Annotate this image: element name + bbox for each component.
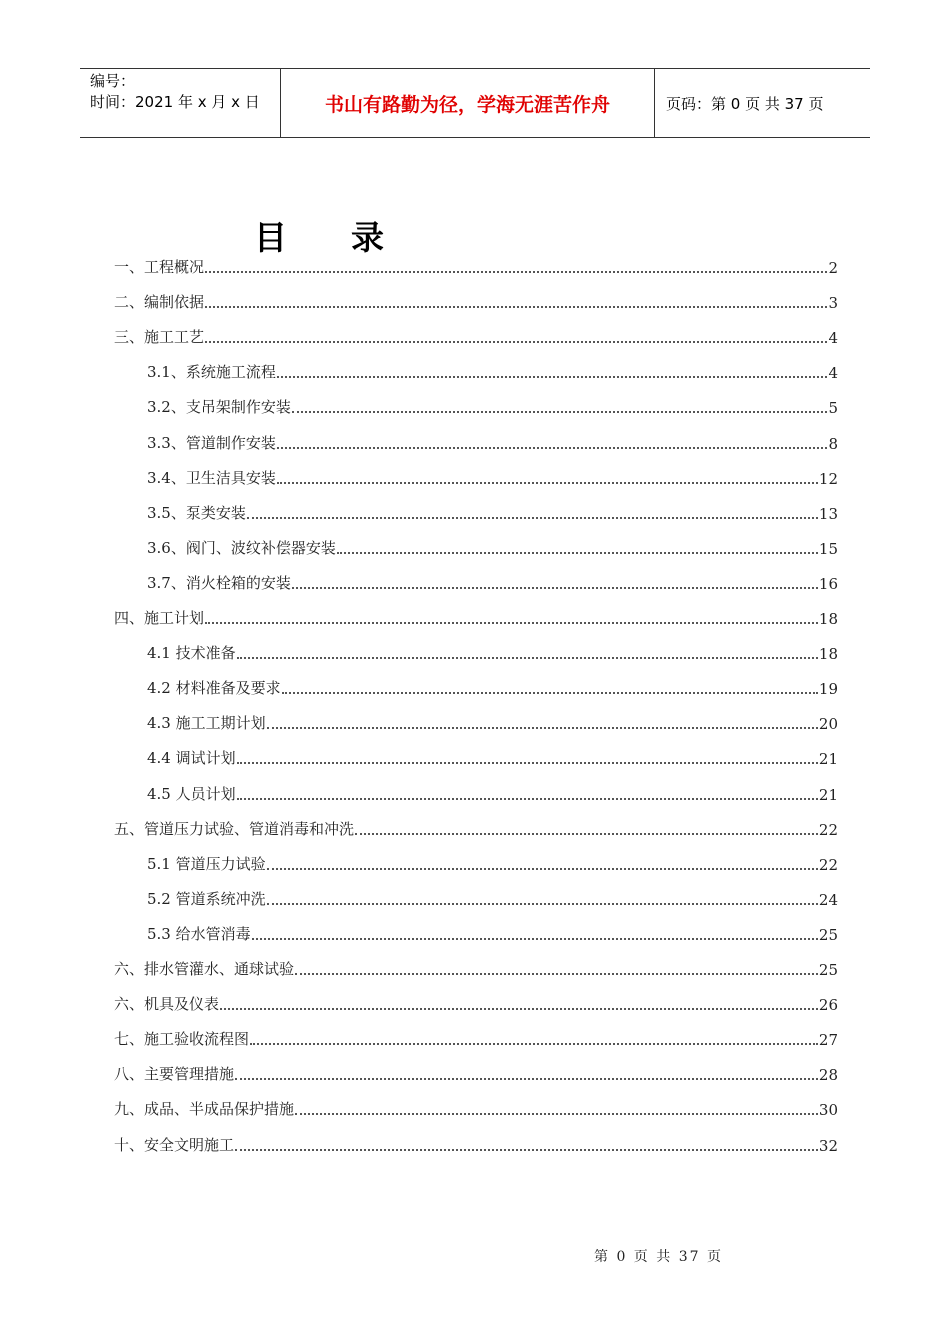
- toc-entry[interactable]: [147, 360, 838, 382]
- toc-entry[interactable]: [147, 711, 838, 733]
- toc-dot-leader: [235, 1149, 818, 1151]
- toc-entry[interactable]: [147, 501, 838, 523]
- toc-entry-label: 4.3 施工工期计划: [147, 714, 266, 733]
- toc-entry-label: 六、排水管灌水、通球试验: [114, 960, 295, 978]
- toc-entry-label: 5.2 管道系统冲洗: [147, 889, 266, 908]
- toc-entry-label: 七、施工验收流程图: [114, 1030, 250, 1049]
- toc-entry[interactable]: [114, 1027, 838, 1049]
- toc-dot-leader: [237, 762, 818, 764]
- page-footer: 第 0 页 共 37 页: [594, 1249, 723, 1265]
- toc-entry-page: 22: [818, 855, 838, 874]
- toc-dot-leader: [205, 306, 827, 308]
- toc-entry-page: 18: [818, 645, 838, 664]
- toc-entry[interactable]: [147, 887, 838, 909]
- toc-entry[interactable]: [114, 992, 838, 1014]
- toc-dot-leader: [237, 798, 818, 800]
- toc-entry-page: 25: [818, 961, 838, 979]
- toc-dot-leader: [267, 903, 818, 905]
- toc-entry-label: 十、安全文明施工: [114, 1135, 235, 1154]
- toc-entry[interactable]: [147, 431, 838, 453]
- page-header: [80, 68, 870, 138]
- toc-dot-leader: [277, 376, 828, 378]
- toc-entry-page: 25: [818, 925, 838, 944]
- toc-dot-leader: [252, 938, 818, 940]
- toc-entry-page: 3: [828, 294, 838, 313]
- toc-entry-page: 13: [818, 504, 838, 523]
- toc-dot-leader: [277, 482, 818, 484]
- document-number: 编号：: [90, 72, 136, 90]
- toc-dot-leader: [295, 1113, 818, 1115]
- toc-dot-leader: [292, 587, 818, 589]
- toc-dot-leader: [250, 1043, 818, 1045]
- toc-entry-label: 4.1 技术准备: [147, 644, 236, 663]
- toc-entry-page: 8: [828, 434, 838, 453]
- toc-entry[interactable]: [114, 817, 838, 839]
- toc-dot-leader: [205, 622, 818, 624]
- toc-entry-page: 18: [818, 610, 838, 628]
- toc-entry-page: 12: [818, 469, 838, 488]
- toc-entry[interactable]: [114, 1097, 838, 1119]
- toc-dot-leader: [235, 1078, 818, 1080]
- toc-entry-page: 27: [818, 1031, 838, 1050]
- toc-entry[interactable]: [147, 922, 838, 944]
- toc-dot-leader: [205, 271, 827, 273]
- toc-entry-label: 3.6、阀门、波纹补偿器安装: [147, 538, 336, 557]
- toc-entry-page: 21: [818, 750, 838, 769]
- toc-entry-page: 20: [818, 715, 838, 734]
- toc-entry-label: 4.4 调试计划: [147, 749, 236, 768]
- toc-dot-leader: [267, 727, 818, 729]
- toc-entry[interactable]: [147, 852, 838, 874]
- header-motto: 书山有路勤为径，学海无涯苦作舟: [281, 69, 655, 137]
- toc-entry-label: 3.7、消火栓箱的安装: [147, 573, 291, 592]
- toc-dot-leader: [247, 517, 818, 519]
- toc-entry[interactable]: [147, 782, 838, 804]
- toc-entry-label: 5.1 管道压力试验: [147, 854, 266, 873]
- toc-entry[interactable]: [114, 1133, 838, 1155]
- toc-entry-label: 四、施工计划: [114, 609, 205, 627]
- toc-entry-label: 九、成品、半成品保护措施: [114, 1100, 295, 1119]
- toc-entry-label: 3.2、支吊架制作安装: [147, 398, 291, 417]
- toc-dot-leader: [220, 1008, 818, 1010]
- toc-entry-page: 26: [818, 996, 838, 1015]
- toc-entry[interactable]: [147, 536, 838, 558]
- toc-entry[interactable]: [114, 255, 838, 277]
- toc-entry-page: 2: [828, 259, 838, 277]
- toc-entry-page: 22: [818, 820, 838, 839]
- toc-entry[interactable]: [147, 466, 838, 488]
- page-title: 目录: [254, 218, 448, 257]
- toc-entry-label: 一、工程概况: [114, 258, 205, 276]
- toc-dot-leader: [282, 692, 818, 694]
- toc-entry-page: 21: [818, 785, 838, 804]
- toc-entry-page: 32: [818, 1136, 838, 1155]
- toc-entry-page: 24: [818, 890, 838, 909]
- toc-entry[interactable]: [147, 641, 838, 663]
- toc-entry-page: 5: [828, 399, 838, 418]
- toc-entry-label: 八、主要管理措施: [114, 1065, 235, 1084]
- toc-dot-leader: [237, 657, 818, 659]
- toc-entry[interactable]: [114, 290, 838, 312]
- document-date: 时间：2021 年 x 月 x 日: [90, 93, 260, 111]
- toc-entry[interactable]: [147, 676, 838, 698]
- toc-entry-page: 4: [828, 364, 838, 383]
- toc-entry-label: 5.3 给水管消毒: [147, 924, 251, 943]
- toc-entry-page: 16: [818, 574, 838, 593]
- toc-entry-label: 4.5 人员计划: [147, 784, 236, 803]
- toc-entry[interactable]: [114, 606, 838, 628]
- toc-dot-leader: [292, 411, 828, 413]
- toc-entry-label: 3.5、泵类安装: [147, 503, 246, 522]
- toc-entry-label: 3.1、系统施工流程: [147, 363, 276, 382]
- toc-entry-page: 28: [818, 1066, 838, 1085]
- toc-entry[interactable]: [147, 746, 838, 768]
- toc-entry[interactable]: [114, 957, 838, 979]
- toc-entry[interactable]: [147, 395, 838, 417]
- toc-entry[interactable]: [114, 325, 838, 347]
- toc-entry-label: 二、编制依据: [114, 293, 205, 312]
- toc-entry-page: 15: [818, 539, 838, 558]
- toc-entry-page: 19: [818, 680, 838, 699]
- toc-entry[interactable]: [147, 571, 838, 593]
- toc-entry-page: 30: [818, 1101, 838, 1120]
- toc-dot-leader: [277, 447, 828, 449]
- header-meta: [80, 69, 281, 137]
- toc-dot-leader: [337, 552, 818, 554]
- toc-entry-label: 3.3、管道制作安装: [147, 433, 276, 452]
- toc-dot-leader: [295, 973, 818, 975]
- toc-entry[interactable]: [114, 1062, 838, 1084]
- toc-entry-label: 六、机具及仪表: [114, 995, 220, 1014]
- toc-entry-label: 五、管道压力试验、管道消毒和冲洗: [114, 819, 355, 838]
- toc-entry-label: 3.4、卫生洁具安装: [147, 468, 276, 487]
- toc-entry-label: 三、施工工艺: [114, 328, 205, 347]
- toc-dot-leader: [355, 833, 818, 835]
- toc-dot-leader: [205, 341, 827, 343]
- toc-entry-label: 4.2 材料准备及要求: [147, 679, 281, 698]
- toc-dot-leader: [267, 868, 818, 870]
- toc-entry-page: 4: [828, 329, 838, 348]
- header-page-info: 页码：第 0 页 共 37 页: [666, 94, 824, 113]
